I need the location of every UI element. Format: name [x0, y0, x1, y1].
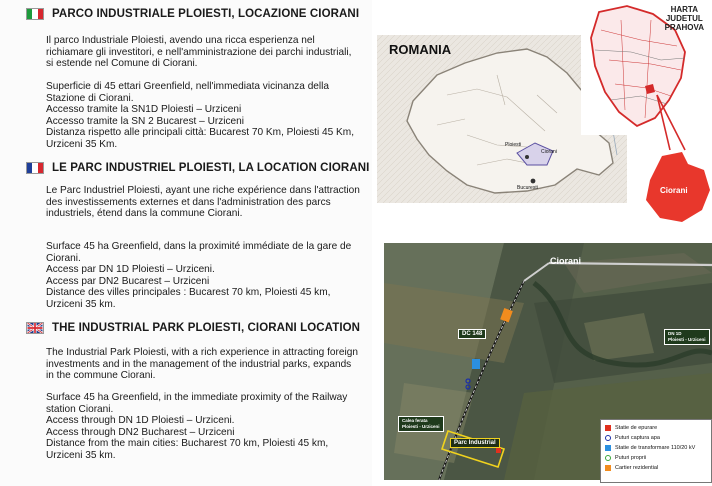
france-flag-icon — [26, 162, 44, 174]
intro-en: The Industrial Park Ploiesti, with a rich experience in attracting foreign investments and in the management of the industrial parks, expands in the commune Ciorani. — [46, 347, 358, 382]
ring-blue-icon — [605, 435, 611, 441]
romania-title: ROMANIA — [389, 42, 452, 57]
map-label-ciorani: Ciorani — [541, 149, 557, 155]
dn-road-label-line2: Ploiesti - Urziceni — [668, 337, 706, 342]
italy-flag-icon — [26, 8, 44, 20]
section-body-en — [20, 347, 360, 382]
section-title-fr: LE PARC INDUSTRIEL PLOIESTI, LA LOCATION CIORANI — [52, 162, 370, 174]
railway-label-line2: Ploiesti - Urziceni — [402, 424, 440, 429]
legend-label: Statie de epurare — [615, 425, 658, 431]
details-fr — [20, 241, 360, 311]
section-header-en — [26, 322, 360, 334]
legend-item — [605, 423, 707, 433]
map-label-bucuresti: Bucuresti — [517, 185, 538, 191]
intro-it: Il parco Industriale Ploiesti, avendo una ricca esperienza nel richiamare gli investitori, e nell'amministrazione dei parchi industriali, si estende nel Comune di Ciorani. — [46, 35, 352, 70]
legend-item — [605, 433, 707, 443]
surface-it: Superficie di 45 ettari Greenfield, nell'immediata vicinanza della Stazione di Ciorani. — [46, 81, 330, 104]
section-header-it — [26, 8, 359, 20]
access2-fr: Access par DN2 Bucarest – Urziceni — [46, 275, 210, 287]
access1-fr: Access par DN 1D Ploiesti – Urziceni. — [46, 264, 215, 276]
square-red-icon — [605, 425, 611, 431]
park-label: Parc Industrial — [450, 438, 500, 448]
square-orange-icon — [605, 465, 611, 471]
intro-fr: Le Parc Industriel Ploiesti, ayant une riche expérience dans l'attraction des investissements externes et dans l'administration des parcs industriels, étend dans la commune Ciorani. — [46, 185, 360, 220]
dn-road-label — [664, 329, 710, 345]
section-title-it: PARCO INDUSTRIALE PLOIESTI, LOCAZIONE CIORANI — [52, 8, 360, 20]
section-title-en: THE INDUSTRIAL PARK PLOIESTI, CIORANI LOCATION — [52, 322, 361, 334]
distance-en: Distance from the main cities: Bucharest 70 km, Ploiesti 45 km, Urziceni 35 km. — [46, 438, 329, 461]
legend-label: Statie de transformare 110/20 kV — [615, 445, 696, 451]
map-legend — [600, 419, 712, 483]
prahova-title-line3: PRAHOVA — [664, 23, 704, 32]
surface-en: Surface 45 ha Greenfield, in the immediate proximity of the Railway station Ciorani. — [46, 392, 348, 415]
square-blue-icon — [605, 445, 611, 451]
distance-fr: Distance des villes principales : Bucarest 70 km, Ploiesti 45 km, Urziceni 35 km. — [46, 287, 331, 310]
section-header-fr — [26, 162, 369, 174]
prahova-title-line2: JUDETUL — [665, 14, 703, 23]
prahova-title — [665, 5, 704, 32]
legend-item — [605, 453, 707, 463]
access1-en: Access through DN 1D Ploiesti – Urziceni. — [46, 415, 235, 427]
dc-road-label: DC 148 — [458, 329, 486, 339]
access2-en: Access through DN2 Bucharest – Urziceni — [46, 426, 235, 438]
satellite-ciorani-label: Ciorani — [550, 256, 582, 266]
map-label-ploiesti: Ploiesti — [505, 142, 522, 148]
railway-label — [398, 416, 444, 432]
section-body-it — [20, 35, 360, 70]
prahova-title-line1: HARTA — [670, 5, 698, 14]
dn-road-label-line1: DN 1D — [668, 331, 682, 336]
details-it — [20, 81, 360, 151]
surface-fr: Surface 45 ha Greenfield, dans la proximité immédiate de la gare de Ciorani. — [46, 241, 352, 264]
legend-label: Puturi proprii — [615, 455, 647, 461]
legend-item — [605, 463, 707, 473]
ciorani-red-label: Ciorani — [660, 186, 688, 195]
access1-it: Accesso tramite la SN1D Ploiesti – Urziceni — [46, 104, 242, 116]
access2-it: Accesso tramite la SN 2 Bucarest – Urziceni — [46, 115, 245, 127]
legend-label: Puturi captura apa — [615, 435, 660, 441]
section-body-fr — [20, 185, 360, 220]
railway-label-line1: Calea ferata — [402, 418, 428, 423]
details-en — [20, 392, 360, 462]
legend-item — [605, 443, 707, 453]
uk-flag-icon — [26, 322, 44, 334]
distance-it: Distanza rispetto alle principali città: Bucarest 70 Km, Ploiesti 45 Km, Urziceni 35 Km. — [46, 127, 354, 150]
ring-green-icon — [605, 455, 611, 461]
prahova-map — [581, 0, 712, 135]
legend-label: Cartier rezidential — [615, 465, 659, 471]
ciorani-commune-map — [642, 150, 712, 225]
